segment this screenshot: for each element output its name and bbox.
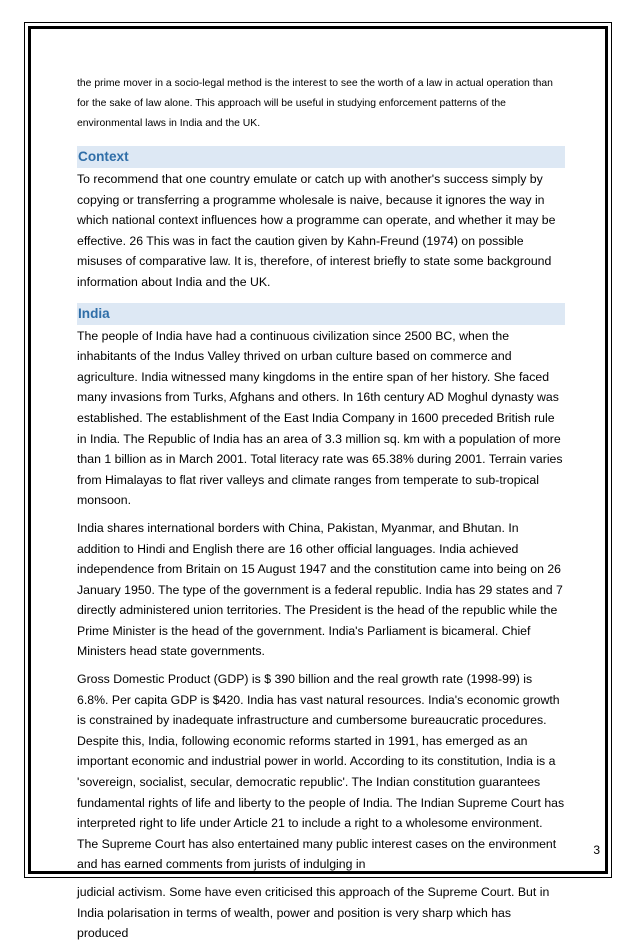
- india-paragraph-2: India shares international borders with China, Pakistan, Myanmar, and Bhutan. In addition to Hindi and English there are 16 other official languages. India achieved independence from Britain on 15 August 1947 and the constitution came into being on 26 January 1950. The type of the government is a federal republic. India has 29 states and 7 directly administered union territories. The President is the head of the republic while the Prime Minister is the head of the government. India's Parliament is bicameral. Chief Ministers head state governments.: [77, 520, 563, 659]
- page-number: 3: [593, 843, 600, 857]
- india-paragraph-1: The people of India have had a continuous civilization since 2500 BC, when the inhabitants of the Indus Valley thrived on urban culture based on commerce and agriculture. India witnessed many kingdoms in the entire span of her history. She faced many invasions from Turks, Afghans and others. In 16th century AD Moghul dynasty was established. The establishment of the East India Company in 1600 preceded British rule in India. The Republic of India has an area of 3.3 million sq. km with a population of more than 1 billion as in March 2001. Total literacy rate was 65.38% during 2001. Terrain varies from Himalayas to flat river valleys and climate ranges from temperate to sub-tropical monsoon.: [77, 328, 563, 508]
- document-body: [77, 74, 565, 951]
- section-heading-context: Context: [77, 146, 565, 168]
- india-paragraph-4: judicial activism. Some have even criticised this approach of the Supreme Court. But in India polarisation in terms of wealth, power and position is very sharp which has produced: [77, 885, 550, 941]
- context-paragraph: To recommend that one country emulate or catch up with another's success simply by copying or transferring a programme wholesale is naive, because it ignores the way in which national context influences how a programme can operate, and whether it may be effective. 26 This was in fact the caution given by Kahn-Freund (1974) on possible misuses of comparative law. It is, therefore, of interest briefly to state some background information about India and the UK.: [77, 172, 556, 289]
- intro-paragraph: the prime mover in a socio-legal method is the interest to see the worth of a law in actual operation than for the sake of law alone. This approach will be useful in studying enforcement patterns of the environmental laws in India and the UK.: [77, 78, 553, 129]
- section-heading-india: India: [77, 303, 565, 325]
- india-paragraph-3: Gross Domestic Product (GDP) is $ 390 billion and the real growth rate (1998-99) is 6.8%. Per capita GDP is $420. India has vast natural resources. India's economic growth is constrained by inadequate infrastructure and cumbersome bureaucratic procedures. Despite this, India, following economic reforms started in 1991, has emerged as an important economic and industrial power in world. According to its constitution, India is a 'sovereign, socialist, secular, democratic republic'. The Indian constitution guarantees fundamental rights of life and liberty to the people of India. The Indian Supreme Court has interpreted right to life under Article 21 to include a right to a wholesome environment. The Supreme Court has also entertained many public interest cases on the environment and has earned comments from jurists of indulging in: [77, 672, 565, 872]
